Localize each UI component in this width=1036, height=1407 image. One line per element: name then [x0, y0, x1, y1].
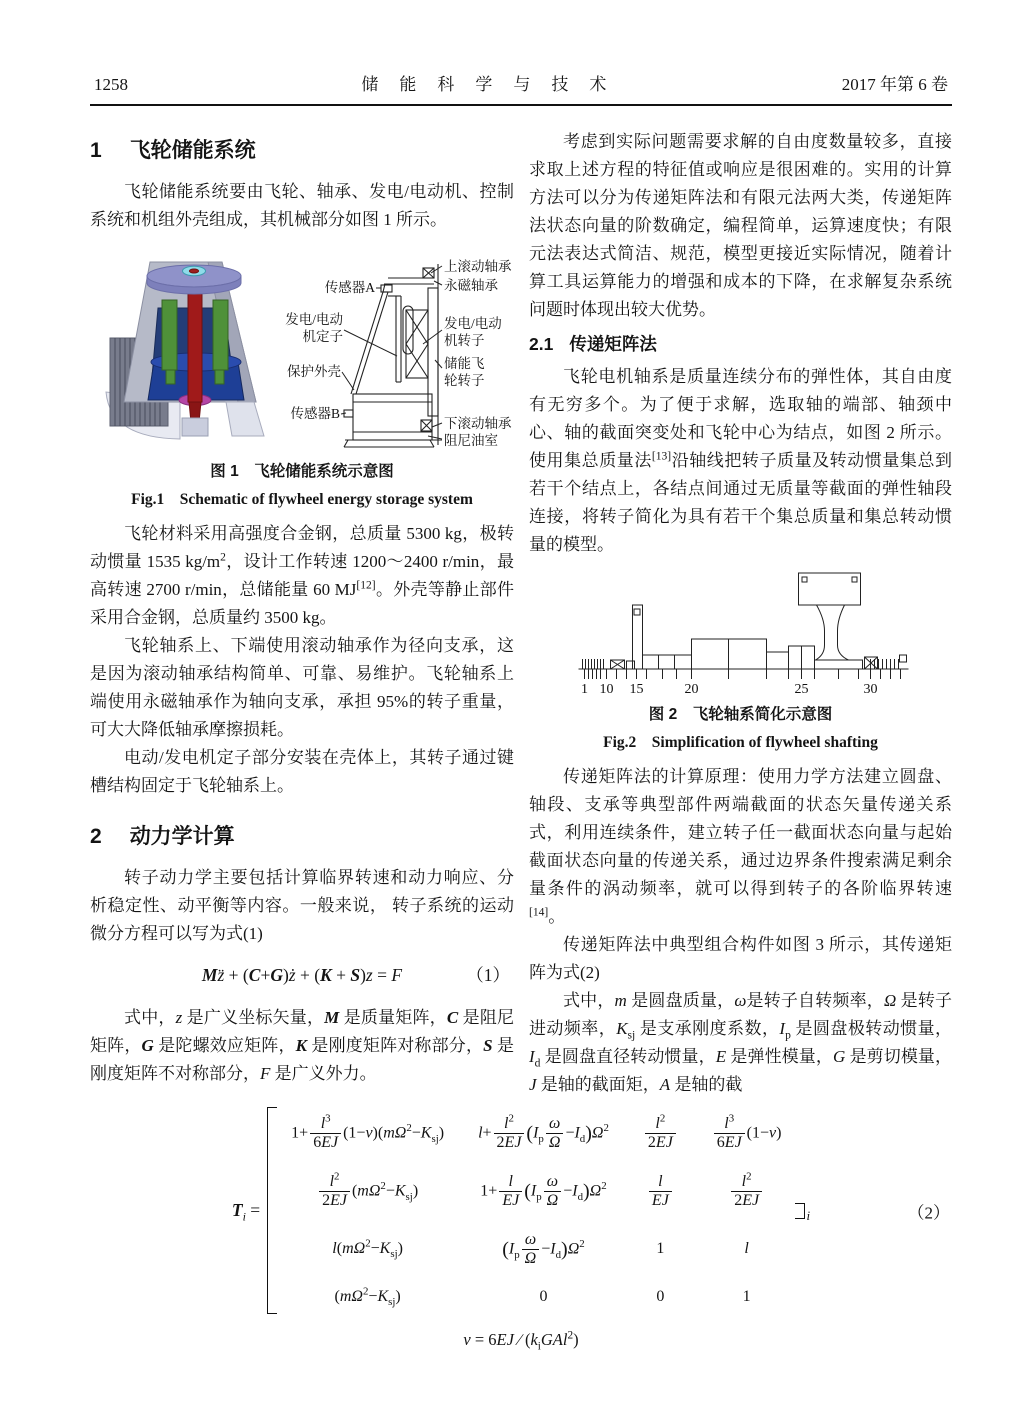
matrix-cell: 0 — [656, 1288, 665, 1306]
section-number: 2 — [90, 825, 102, 848]
equation-2-lhs: $T_i$ = — [231, 1200, 261, 1224]
fig1-label-flywheel-line1: 储能飞 — [444, 356, 485, 371]
header-rule — [90, 104, 952, 106]
figure-2-caption-cn: 图 2 飞轮轴系简化示意图 — [648, 706, 833, 723]
fig1-label-pm-bearing: 永磁轴承 — [444, 278, 498, 293]
equation-2 — [90, 1107, 952, 1314]
fig1-label-damper: 阻尼油室 — [444, 433, 498, 448]
figure-1-3d-render — [106, 262, 264, 439]
paragraph: 飞轮电机轴系是质量连续分布的弹性体，其自由度有无穷多个。为了便于求解，选取轴的端部、轴颈中心、轴的截面突变处和飞轮中心为结点，如图 2 所示。使用集总质量法[13]沿轴线把转子质量及转动惯量集总到若干个结点上，各结点间通过无质量等截面的弹性轴段连接，将转子简化为具有若干个集总质量和集总转动惯量的模型。 — [529, 367, 953, 554]
figure-1-caption-en: Fig.1 Schematic of flywheel energy storage system — [131, 491, 473, 508]
figure-1 — [90, 244, 514, 512]
figure-1-caption-cn: 图 1 飞轮储能系统示意图 — [210, 463, 394, 480]
paragraph: 飞轮储能系统要由飞轮、轴承、发电/电动机、控制系统和机组外壳组成，其机械部分如图 1 所示。 — [90, 182, 514, 229]
section-number: 1 — [90, 139, 102, 162]
matrix-cell: l — [744, 1240, 749, 1258]
fig1-label-sensor-b: 传感器B — [290, 406, 340, 421]
paragraph: 飞轮轴系上、下端使用滚动轴承作为径向支承，这是因为滚动轴承结构简单、可靠、易维护。飞轮轴系上端使用永磁轴承作为轴向支承，承担 95%的转子重量，可大大降低轴承摩擦损耗。 — [90, 636, 514, 739]
fig1-label-stator-line1: 发电/电动 — [285, 312, 343, 327]
fig1-label-lower-bearing: 下滚动轴承 — [444, 416, 512, 431]
section-title: 动力学计算 — [129, 825, 235, 848]
matrix-cell: $(m\Omega^2-K_{sj})$ — [334, 1286, 401, 1309]
paragraph: 考虑到实际问题需要求解的自由度数量较多，直接求取上述方程的特征值或响应是很困难的。实用的计算方法可以分为传递矩阵法和有限元法两大类，传递矩阵法状态向量的阶数确定，编程简单，运算速度快；有限元法表达式简洁、规范，模型更接近实际情况，随着计算工具运算能力的增强和成本的下降，在求解复杂系统问题时体现出较大优势。 — [529, 132, 952, 319]
two-column-body — [90, 128, 952, 1099]
right-column — [529, 128, 952, 1099]
fig2-node-tick: 10 — [599, 682, 613, 697]
figure-2-image — [541, 569, 941, 699]
journal-title: 储 能 科 学 与 技 术 — [361, 75, 609, 94]
nu-definition: ν = 6EJ ∕ $(k_iGAl^2)$ — [463, 1329, 579, 1353]
fig2-node-tick: 30 — [863, 682, 877, 697]
equation-1-body: Mz̈ + (C+G)ż + (K + S)z = F — [201, 965, 403, 985]
equation-2-label: （2） — [907, 1203, 950, 1223]
section-title: 传递矩阵法 — [569, 334, 657, 354]
matrix-subscript: i — [806, 1207, 811, 1223]
matrix-cell: $\frac{l^2}{2EJ}$ — [643, 1115, 678, 1153]
paragraph: 电动/发电机定子部分安装在壳体上，其转子通过键槽结构固定于飞轮轴系上。 — [90, 748, 514, 795]
matrix-cell: 1+ $\frac{l^3}{6EJ}$ $(1-\nu)(m\Omega^2-K_{sj})$ — [291, 1112, 445, 1152]
paragraph: 飞轮材料采用高强度合金钢，总质量 5300 kg，极转动惯量 1535 $kg/m^2$，设计工作转速 1200～2400 r/min，最高转速 2700 r/min，总储能量 60 MJ[12]。外壳等静止部件采用合金钢，总质量约 3500 kg。 — [90, 524, 515, 627]
figure-1-image — [90, 244, 514, 451]
matrix-cell: 1 — [742, 1288, 751, 1306]
figure-2 — [529, 569, 952, 755]
paragraph: 式中，m 是圆盘质量，ω是转子自转频率，Ω 是转子进动频率，$K_{sj}$ 是支承刚度系数，$I_p$ 是圆盘极转动惯量，$I_d$ 是圆盘直径转动惯量，E 是弹性模量，G 是剪切模量，J 是轴的截面矩，A 是轴的截 — [529, 991, 953, 1094]
fig2-node-tick: 20 — [684, 682, 698, 697]
matrix-cell: $\frac{l^2}{2EJ}$ — [729, 1173, 764, 1211]
equation-1 — [90, 960, 514, 990]
matrix-cell: 1+ $\frac{l}{EJ}$ ($I_p$ $\frac{\omega}{\Omega}$ $-I_d)\Omega^2$ — [480, 1172, 607, 1210]
fig1-label-sensor-a: 传感器A — [324, 280, 375, 295]
matrix-cell: l+ $\frac{l^2}{2EJ}$ ($I_p$ $\frac{\omega}{\Omega}$ $-I_d)\Omega^2$ — [478, 1112, 609, 1152]
matrix-cell: 0 — [539, 1288, 548, 1306]
fig1-label-upper-bearing: 上滚动轴承 — [444, 259, 512, 274]
section-number: 2.1 — [529, 334, 554, 354]
left-column — [90, 128, 514, 1099]
matrix-cell: ($I_p$ $\frac{\omega}{\Omega}$ $-I_d)\Omega^2$ — [502, 1230, 585, 1267]
matrix-right-bracket — [795, 1203, 811, 1223]
matrix-cell: 1 — [656, 1240, 665, 1258]
fig2-node-tick: 15 — [629, 682, 643, 697]
paragraph: 传递矩阵法的计算原理：使用力学方法建立圆盘、轴段、支承等典型部件两端截面的状态矢量传递关系式，利用连续条件，建立转子任一截面状态向量与起始截面状态向量的传递关系，通过边界条件搜索满足剩余量条件的涡动频率，就可以得到转子的各阶临界转速[14]。 — [529, 767, 952, 926]
fig1-label-rotor-line2: 机转子 — [444, 333, 485, 348]
fig1-label-flywheel-line2: 轮转子 — [444, 373, 485, 388]
fig1-label-rotor-line1: 发电/电动 — [444, 316, 502, 331]
matrix-cell: $\frac{l^2}{2EJ}$ $(m\Omega^2-K_{sj})$ — [317, 1173, 418, 1211]
section-1-heading — [90, 134, 514, 164]
section-2-1-heading — [529, 331, 952, 356]
section-2-heading — [90, 820, 514, 850]
issue-info: 2017 年第 6 卷 — [841, 75, 948, 94]
matrix-cell: $\frac{l}{EJ}$ — [647, 1173, 674, 1211]
matrix-cell: $\frac{l^3}{6EJ}$ (1−ν) — [712, 1115, 782, 1153]
paragraph: 传递矩阵法中典型组合构件如图 3 所示，其传递矩阵为式(2) — [529, 935, 952, 982]
matrix-grid — [277, 1107, 795, 1314]
fig2-node-tick: 25 — [794, 682, 808, 697]
fig2-node-tick: 1 — [580, 682, 588, 697]
fig1-label-stator-line2: 机定子 — [302, 329, 343, 344]
paragraph: 转子动力学主要包括计算临界转速和动力响应、分析稳定性、动平衡等内容。一般来说， 转子系统的运动微分方程可以写为式(1) — [90, 868, 514, 943]
section-title: 飞轮储能系统 — [129, 139, 256, 162]
equation-2-matrix-row — [232, 1107, 810, 1314]
fig1-label-casing: 保护外壳 — [287, 364, 341, 379]
equation-1-label: （1） — [466, 965, 510, 985]
figure-2-caption-en: Fig.2 Simplification of flywheel shafting — [603, 734, 878, 751]
running-head — [90, 70, 952, 95]
paragraph: 式中，z 是广义坐标矢量，M 是质量矩阵，C 是阻尼矩阵，G 是陀螺效应矩阵，K 是刚度矩阵对称部分，S 是刚度矩阵不对称部分，F 是广义外力。 — [90, 1008, 515, 1083]
matrix-cell: $l(m\Omega^2-K_{sj})$ — [332, 1238, 403, 1261]
matrix-left-bracket — [267, 1107, 277, 1314]
page-number: 1258 — [94, 75, 128, 94]
